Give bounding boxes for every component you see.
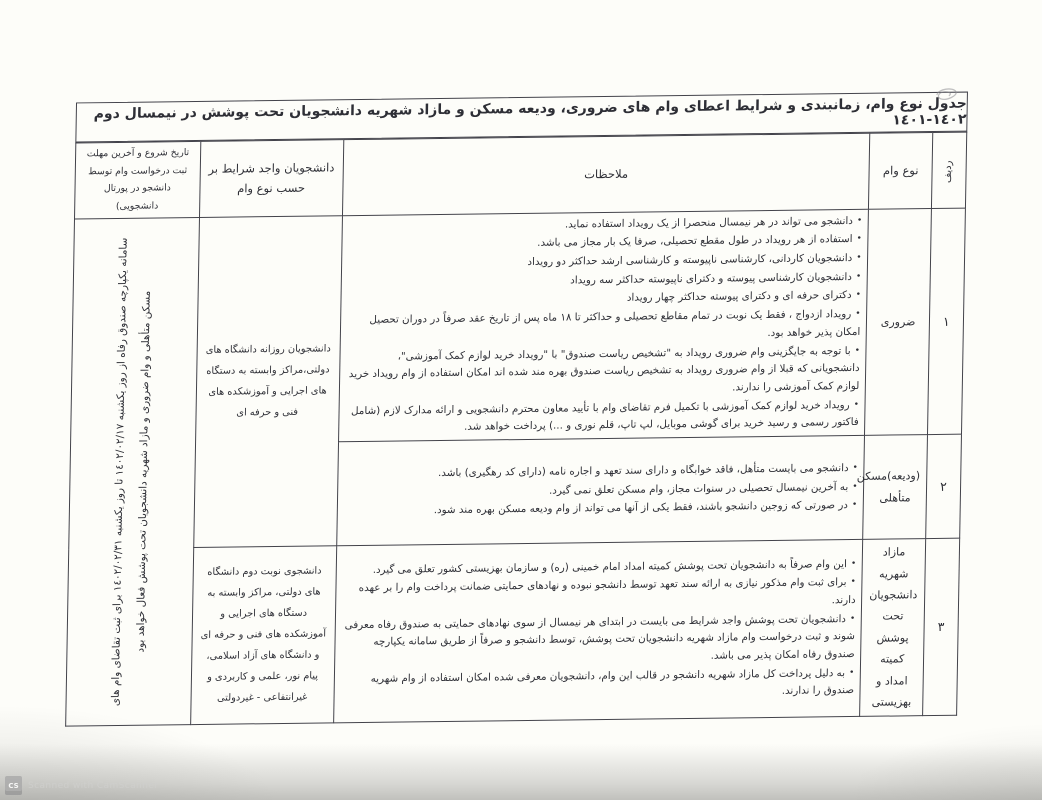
note-item [341, 611, 856, 670]
bullet-icon: • [852, 481, 858, 492]
row1-number: ١ [927, 208, 965, 435]
note-text: رویداد ازدواج ، فقط یک نوبت در تمام مقاطع تحصیلی و حداکثر تا ١٨ ماه پس از تاریخ عقد صرفاً در دوران تحصیل امکان پذیر خواهد بود. [369, 308, 861, 339]
header-loan-type: نوع وام [869, 132, 933, 208]
stamp-scribble-icon [931, 84, 961, 104]
scanner-watermark [5, 776, 158, 795]
note-text: به دلیل پرداخت کل مازاد شهریه دانشجو در قالب این وام، دانشجویان معرفی شده امکان استفاده از وام شهریه صندوق را ندارند. [370, 666, 855, 698]
note-text: دانشجو می بایست متأهل، فاقد خوابگاه و دارای سند تعهد و اجاره نامه (دارای کد رهگیری) باشد. [437, 462, 849, 480]
bullet-icon: • [855, 271, 862, 282]
bullet-icon: • [855, 290, 861, 301]
table-row [66, 538, 960, 725]
dates-note-rotated: سامانه یکپارچه صندوق رفاه از روز یکشنبه ١٤٠٢/٠٢/١٧ تا روز یکشنبه ١٤٠٢/٠٢/٣١ برای ثبت تقاضای وام های مسکن متأهلی و وام ضروری و مازاد شهریه دانشجویان تحت پوشش فعال خواهد بود [109, 237, 153, 706]
dates-column-cell [66, 217, 200, 726]
row2-notes [336, 435, 865, 545]
bullet-icon: • [852, 462, 858, 473]
note-text: دانشجویان کارشناسی پیوسته و دکترای ناپیوسته حداکثر سه رویداد [570, 270, 853, 287]
note-text: دانشجویان تحت پوشش واجد شرایط می بایست در ابتدای هر نیمسال از سوی نهادهای حمایتی به صندوق رفاه معرفی شوند و ثبت درخواست وام مازاد شهریه دانشجویان تحت پوشش، توسط دانشجو و صرفاً از طریق سامانه یکپارچه صندوق رفاه امکان پذیر می باشد. [344, 612, 856, 662]
row3-notes [333, 539, 863, 722]
row1-loan-type: ضروری [865, 208, 931, 435]
row1-eligible-students: دانشجویان روزانه دانشگاه های دولتی،مراکز وابسته به دستگاه های اجرایی و آموزشکده های فنی و حرفه ای [193, 215, 342, 547]
header-row-number [931, 132, 967, 208]
note-text: این وام صرفاً به دانشجویان تحت پوشش کمیته امداد امام خمینی (ره) و سازمان بهزیستی کشور تعلق می گیرد. [372, 557, 848, 576]
header-row-number-label: ردیف [942, 160, 954, 183]
table-row [71, 208, 966, 445]
note-text: رویداد خرید لوازم کمک آموزشی با تکمیل فرم تقاضای وام با تأیید معاون محترم دانشجویی و ارائه مدارک لازم (شامل فاکتور رسمی و رسید خرید برای گوشی موبایل، لپ تاپ، قلم نوری و ...) پرداخت خواهد شد. [350, 398, 859, 434]
header-notes: ملاحظات [342, 133, 870, 215]
header-eligible-students: دانشجویان واجد شرایط بر حسب نوع وام [199, 140, 343, 217]
loan-table-document [65, 92, 968, 727]
row3-eligible-students: دانشجوی نوبت دوم دانشگاه های دولتی، مراکز وابسته به دستگاه های اجرایی و آموزشکده های فنی و حرفه ای و دانشگاه های آزاد اسلامی، پیام نور، علمی و کاربردی و غیرانتفاعی - غیردولتی [190, 546, 336, 724]
note-item [345, 397, 860, 439]
note-text: دانشجو می تواند در هر نیمسال منحصرا از یک رویداد استفاده نماید. [564, 214, 854, 231]
bullet-icon: • [848, 667, 855, 678]
note-text: با توجه به جایگزینی وام ضروری رویداد به "تشخیص ریاست صندوق" با "رویداد خرید لوازم کمک آموزشی"، دانشجویانی که قبلا از وام ضروری رویداد به تشخیص ریاست صندوق بهره مند شده اند امکان استفاده از وام رویداد خرید لوازم کمک آموزشی را ندارند. [348, 344, 860, 394]
camscanner-badge-icon: CS [5, 776, 22, 795]
bullet-icon: • [851, 500, 858, 511]
watermark-text: Scanned with CamScanner [28, 780, 159, 791]
row3-loan-type: مازاد شهریه دانشجویان تحت پوشش کمیته امداد و بهزیستی [860, 539, 925, 716]
note-item [342, 574, 857, 616]
note-text: به آخرین نیمسال تحصیلی در سنوات مجاز، وام مسکن تعلق نمی گیرد. [548, 480, 849, 497]
note-text: استفاده از هر رویداد در طول مقطع تحصیلی، صرفا یک بار مجاز می باشد. [537, 233, 853, 250]
header-dates: تاریخ شروع و آخرین مهلت ثبت درخواست وام توسط دانشجو در پورتال دانشجویی) [75, 141, 201, 218]
note-item [345, 342, 860, 401]
bullet-icon: • [854, 345, 861, 356]
note-text: دکترای حرفه ای و دکترای پیوسته حداکثر چهار رویداد [626, 289, 852, 305]
loan-table [65, 132, 967, 727]
bullet-icon: • [849, 613, 856, 624]
note-item [346, 306, 861, 348]
row3-number: ٣ [922, 538, 959, 715]
bullet-icon: • [853, 399, 860, 410]
bullet-icon: • [856, 215, 863, 226]
row2-loan-type: (ودیعه)مسکن متأهلی [863, 435, 927, 540]
document-title: جدول نوع وام، زمانبندی و شرایط اعطای وام های ضروری، ودیعه مسکن و مازاد شهریه دانشجویان تحت پوشش در نیمسال دوم ١٤٠٢-١٤٠١ [93, 95, 967, 129]
note-text: دانشجویان کاردانی، کارشناسی ناپیوسته و کارشناسی ارشد حداکثر دو رویداد [527, 252, 853, 268]
row1-notes [338, 209, 869, 442]
bullet-icon: • [850, 577, 856, 588]
table-header-row [75, 132, 967, 219]
bullet-icon: • [856, 234, 862, 245]
bullet-icon: • [856, 252, 862, 263]
bullet-icon: • [855, 309, 861, 320]
note-item [340, 665, 855, 707]
row2-number: ٢ [925, 434, 961, 538]
note-text: برای ثبت وام مذکور نیازی به ارائه سند تعهد توسط دانشجو نبوده و نهادهای حمایتی ضمانت پرداخت وام را بر عهده دارند. [358, 576, 856, 607]
bullet-icon: • [850, 558, 857, 569]
note-text: در صورتی که زوجین دانشجو باشند، فقط یکی از آنها می تواند از وام ودیعه مسکن بهره مند شود. [433, 499, 849, 517]
